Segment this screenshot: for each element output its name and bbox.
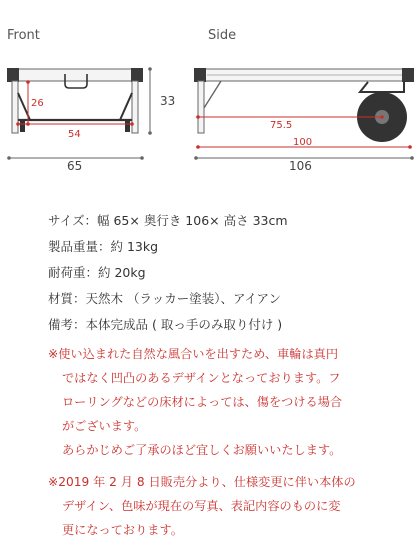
front-top-board: [9, 69, 142, 81]
dimension-diagram: [0, 0, 420, 180]
note-line: デザイン、色味が現在の写真、表記内容のものに変: [62, 499, 341, 513]
note-line: ※使い込まれた自然な風合いを出すため、車輪は真円: [48, 347, 339, 361]
total-length-value: 106: [289, 159, 312, 173]
front-left-wheel: [20, 120, 25, 132]
front-view-label: Front: [7, 28, 40, 43]
wheel-distance-value: 75.5: [270, 120, 293, 131]
side-view-label: Side: [208, 28, 237, 43]
side-left-leg: [198, 81, 204, 133]
total-height-value: 33: [160, 94, 176, 108]
side-view-drawing: [194, 68, 414, 173]
note-line: あらかじめご了承のほど宜しくお願いいたします。: [62, 443, 342, 457]
wheel-frame: [360, 82, 404, 92]
spec-remarks: 備考：本体完成品 ( 取っ手のみ取り付け ): [48, 317, 283, 332]
front-view-drawing: [7, 67, 175, 173]
side-left-bracket: [194, 68, 206, 82]
dim-endpoint: [16, 122, 20, 126]
dim-endpoint: [196, 145, 200, 149]
spec-size: サイズ：幅 65× 奥行き 106× 高さ 33cm: [48, 213, 288, 228]
note-line: 更になっております。: [62, 523, 183, 537]
note-wheel-caution: [48, 342, 388, 462]
spec-material: 材質：天然木 （ラッカー塗装）、アイアン: [48, 291, 281, 306]
note-line: ※2019 年 2 月 8 日販売分より、仕様変更に伴い本体の: [48, 475, 356, 489]
side-right-bracket: [402, 68, 414, 82]
leg-span-value: 100: [293, 137, 313, 148]
dim-endpoint: [148, 67, 152, 71]
inner-height-value: 26: [31, 98, 44, 109]
front-right-wheel: [125, 120, 130, 132]
dim-endpoint: [148, 131, 152, 135]
dim-endpoint: [410, 156, 414, 160]
dim-endpoint: [196, 115, 200, 119]
front-right-bracket: [131, 68, 143, 82]
spec-load-capacity: 耐荷重：約 20kg: [48, 265, 146, 280]
dim-endpoint: [380, 115, 384, 119]
note-spec-change: [48, 470, 388, 542]
spec-list: [48, 208, 408, 338]
dim-endpoint: [26, 80, 30, 84]
side-left-brace: [204, 81, 221, 108]
dim-endpoint: [408, 145, 412, 149]
dim-endpoint: [140, 156, 144, 160]
front-right-diagonal: [120, 93, 132, 120]
spec-weight: 製品重量：約 13kg: [48, 239, 159, 254]
total-width-value: 65: [67, 159, 83, 173]
dim-endpoint: [7, 156, 11, 160]
note-line: ローリングなどの床材によっては、傷をつける場合: [62, 395, 343, 409]
dim-endpoint: [194, 156, 198, 160]
front-left-bracket: [7, 68, 19, 82]
note-line: がございます。: [62, 419, 147, 433]
note-line: ではなく凹凸のあるデザインとなっております。フ: [62, 371, 341, 385]
dim-endpoint: [130, 122, 134, 126]
inner-width-value: 54: [68, 129, 81, 140]
